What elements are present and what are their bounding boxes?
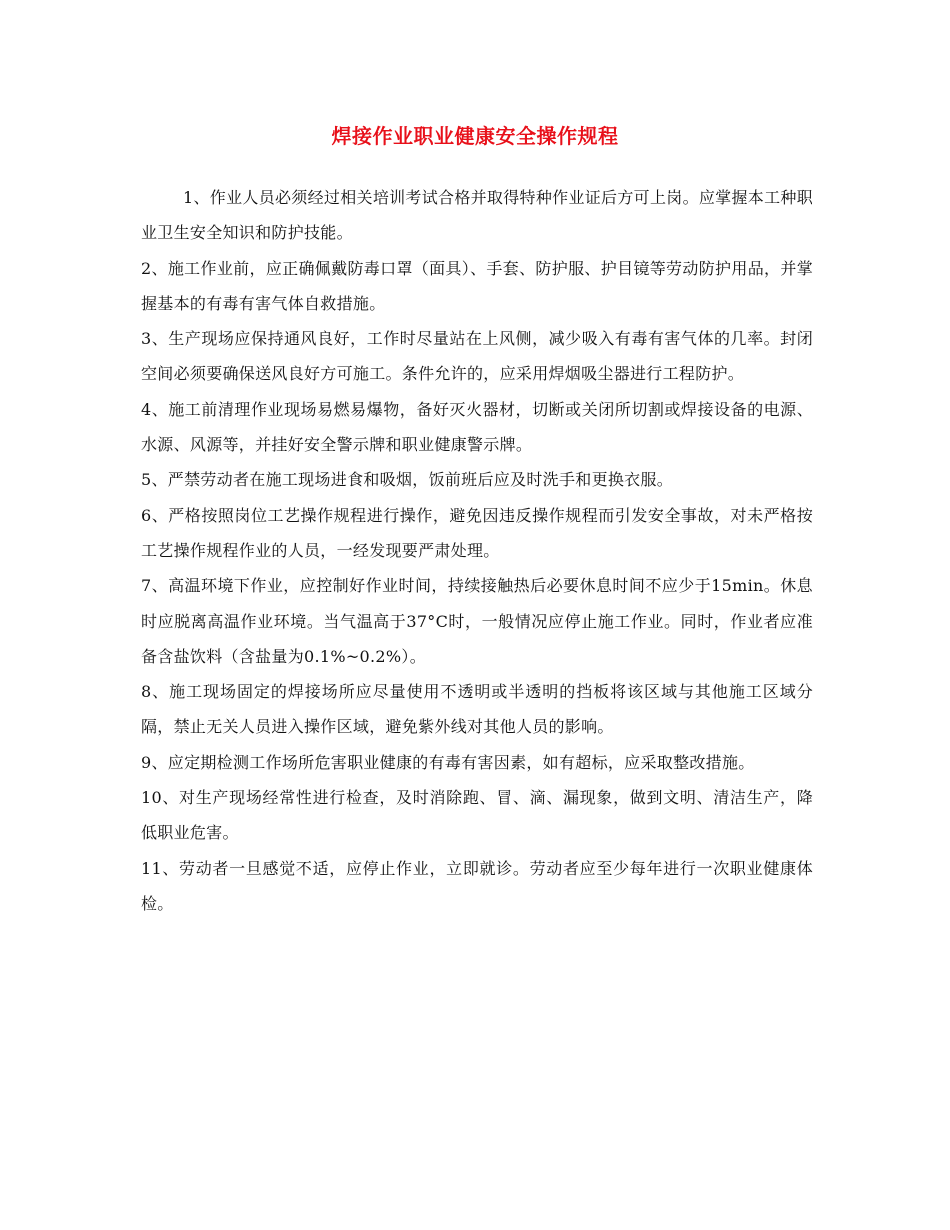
paragraph-6: 6、严格按照岗位工艺操作规程进行操作，避免因违反操作规程而引发安全事故，对未严格按工艺操作规程作业的人员，一经发现要严肃处理。 bbox=[141, 505, 813, 560]
paragraph-7: 7、高温环境下作业，应控制好作业时间，持续接触热后必要休息时间不应少于15min。休息时应脱离高温作业环境。当气温高于37°C时，一般情况应停止施工作业。同时，作业者应准备含盐饮料（含盐量为0.1%~0.2%）。 bbox=[141, 576, 813, 666]
paragraph-1: 1、作业人员必须经过相关培训考试合格并取得特种作业证后方可上岗。应掌握本工种职业卫生安全知识和防护技能。 bbox=[141, 188, 813, 243]
paragraph-5: 5、严禁劳动者在施工现场进食和吸烟，饭前班后应及时洗手和更换衣服。 bbox=[141, 470, 674, 490]
paragraph-2: 2、施工作业前，应正确佩戴防毒口罩（面具）、手套、防护服、护目镜等劳动防护用品，并掌握基本的有毒有害气体自救措施。 bbox=[141, 258, 813, 313]
paragraph-3: 3、生产现场应保持通风良好，工作时尽量站在上风侧，减少吸入有毒有害气体的几率。封闭空间必须要确保送风良好方可施工。条件允许的，应采用焊烟吸尘器进行工程防护。 bbox=[141, 329, 813, 384]
paragraph-8: 8、施工现场固定的焊接场所应尽量使用不透明或半透明的挡板将该区域与其他施工区域分隔，禁止无关人员进入操作区域，避免紫外线对其他人员的影响。 bbox=[141, 682, 813, 737]
paragraph-4: 4、施工前清理作业现场易燃易爆物，备好灭火器材，切断或关闭所切割或焊接设备的电源、水源、风源等，并挂好安全警示牌和职业健康警示牌。 bbox=[141, 399, 813, 455]
paragraph-9: 9、应定期检测工作场所危害职业健康的有毒有害因素，如有超标，应采取整改措施。 bbox=[141, 752, 755, 772]
paragraph-11: 11、劳动者一旦感觉不适，应停止作业，立即就诊。劳动者应至少每年进行一次职业健康体检。 bbox=[141, 858, 813, 913]
paragraph-10: 10、对生产现场经常性进行检查，及时消除跑、冒、滴、漏现象，做到文明、清洁生产，降低职业危害。 bbox=[141, 788, 813, 843]
document-title: 焊接作业职业健康安全操作规程 bbox=[331, 124, 619, 148]
document-body bbox=[141, 180, 813, 921]
